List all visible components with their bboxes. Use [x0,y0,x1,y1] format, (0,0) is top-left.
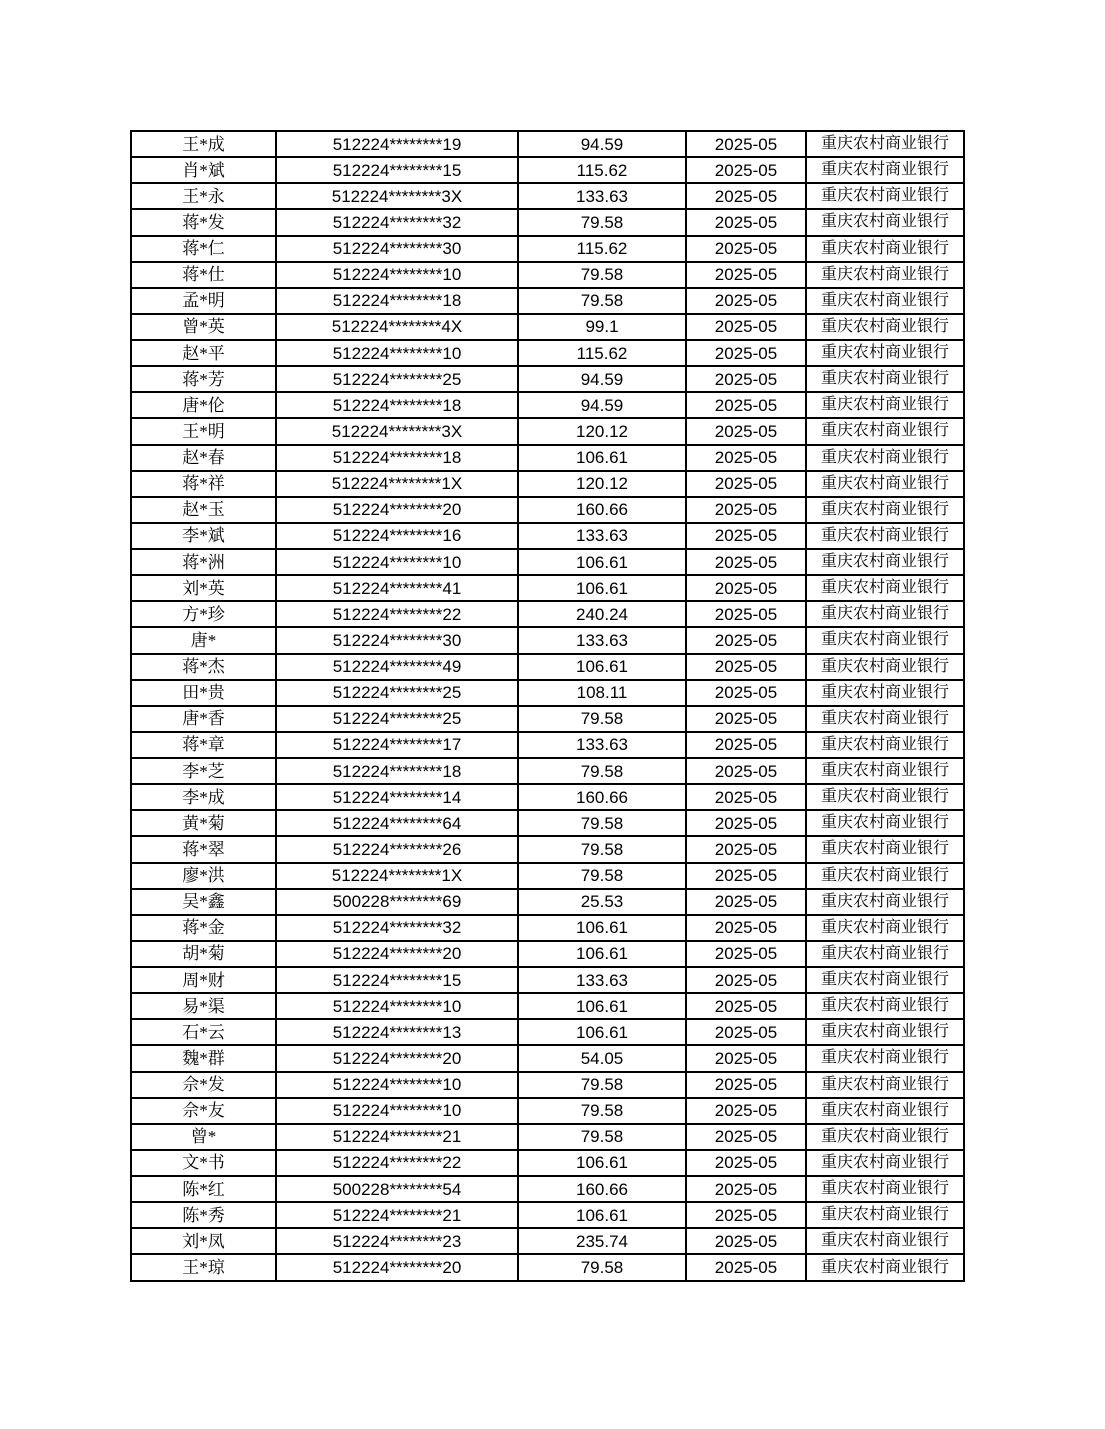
table-row [131,471,964,497]
cell-id-masked: 512224********15 [276,157,518,183]
cell-month: 2025-05 [686,627,806,653]
cell-id-masked: 512224********1X [276,471,518,497]
cell-bank-name: 重庆农村商业银行 [806,575,964,601]
cell-person-name: 蒋*翠 [131,836,276,862]
cell-month: 2025-05 [686,1072,806,1098]
cell-id-masked: 512224********64 [276,810,518,836]
cell-person-name: 唐* [131,627,276,653]
cell-person-name: 黄*菊 [131,810,276,836]
cell-amount: 79.58 [518,288,686,314]
table-row [131,601,964,627]
cell-bank-name: 重庆农村商业银行 [806,1124,964,1150]
cell-id-masked: 512224********21 [276,1124,518,1150]
cell-person-name: 蒋*仕 [131,262,276,288]
cell-month: 2025-05 [686,471,806,497]
cell-month: 2025-05 [686,836,806,862]
cell-id-masked: 512224********18 [276,392,518,418]
cell-bank-name: 重庆农村商业银行 [806,183,964,209]
cell-month: 2025-05 [686,575,806,601]
cell-id-masked: 512224********22 [276,1150,518,1176]
cell-person-name: 赵*春 [131,445,276,471]
cell-month: 2025-05 [686,157,806,183]
cell-bank-name: 重庆农村商业银行 [806,1072,964,1098]
cell-id-masked: 512224********15 [276,967,518,993]
cell-amount: 106.61 [518,549,686,575]
cell-person-name: 魏*群 [131,1045,276,1071]
cell-id-masked: 512224********16 [276,523,518,549]
cell-person-name: 曾* [131,1124,276,1150]
cell-bank-name: 重庆农村商业银行 [806,993,964,1019]
cell-id-masked: 512224********4X [276,314,518,340]
cell-month: 2025-05 [686,209,806,235]
cell-person-name: 蒋*祥 [131,471,276,497]
table-row [131,967,964,993]
cell-id-masked: 512224********21 [276,1202,518,1228]
cell-amount: 79.58 [518,1254,686,1281]
cell-person-name: 蒋*仁 [131,236,276,262]
cell-month: 2025-05 [686,445,806,471]
cell-month: 2025-05 [686,810,806,836]
table-row [131,575,964,601]
cell-person-name: 赵*平 [131,340,276,366]
cell-month: 2025-05 [686,732,806,758]
cell-bank-name: 重庆农村商业银行 [806,915,964,941]
cell-person-name: 李*斌 [131,523,276,549]
cell-month: 2025-05 [686,236,806,262]
cell-bank-name: 重庆农村商业银行 [806,392,964,418]
cell-amount: 25.53 [518,889,686,915]
cell-amount: 108.11 [518,680,686,706]
cell-month: 2025-05 [686,366,806,392]
cell-amount: 160.66 [518,497,686,523]
cell-id-masked: 512224********20 [276,1254,518,1281]
cell-id-masked: 512224********10 [276,262,518,288]
cell-amount: 106.61 [518,941,686,967]
cell-month: 2025-05 [686,1202,806,1228]
cell-amount: 106.61 [518,1019,686,1045]
cell-person-name: 唐*伦 [131,392,276,418]
cell-amount: 235.74 [518,1228,686,1254]
cell-person-name: 蒋*金 [131,915,276,941]
cell-person-name: 佘*友 [131,1098,276,1124]
cell-bank-name: 重庆农村商业银行 [806,366,964,392]
cell-id-masked: 512224********1X [276,863,518,889]
cell-bank-name: 重庆农村商业银行 [806,1254,964,1281]
cell-person-name: 刘*英 [131,575,276,601]
cell-month: 2025-05 [686,262,806,288]
table-row [131,1045,964,1071]
cell-id-masked: 512224********30 [276,236,518,262]
cell-month: 2025-05 [686,680,806,706]
cell-amount: 106.61 [518,445,686,471]
cell-person-name: 石*云 [131,1019,276,1045]
cell-person-name: 王*成 [131,131,276,157]
cell-bank-name: 重庆农村商业银行 [806,131,964,157]
table-row [131,1098,964,1124]
table-row [131,1228,964,1254]
cell-month: 2025-05 [686,758,806,784]
table-row [131,314,964,340]
cell-person-name: 唐*香 [131,706,276,732]
cell-amount: 79.58 [518,209,686,235]
cell-id-masked: 512224********26 [276,836,518,862]
table-row [131,732,964,758]
table-row [131,1202,964,1228]
cell-person-name: 孟*明 [131,288,276,314]
cell-person-name: 李*芝 [131,758,276,784]
cell-amount: 54.05 [518,1045,686,1071]
cell-bank-name: 重庆农村商业银行 [806,836,964,862]
cell-id-masked: 512224********10 [276,1098,518,1124]
table-row [131,1072,964,1098]
cell-id-masked: 512224********17 [276,732,518,758]
cell-bank-name: 重庆农村商业银行 [806,967,964,993]
table-row [131,1019,964,1045]
cell-person-name: 陈*秀 [131,1202,276,1228]
table-row [131,497,964,523]
table-row [131,549,964,575]
table-row [131,863,964,889]
table-row [131,810,964,836]
table-row [131,209,964,235]
cell-bank-name: 重庆农村商业银行 [806,680,964,706]
cell-bank-name: 重庆农村商业银行 [806,706,964,732]
cell-bank-name: 重庆农村商业银行 [806,1176,964,1202]
cell-id-masked: 512224********20 [276,497,518,523]
cell-amount: 106.61 [518,993,686,1019]
cell-amount: 115.62 [518,340,686,366]
table-row [131,288,964,314]
cell-person-name: 李*成 [131,784,276,810]
cell-month: 2025-05 [686,340,806,366]
cell-id-masked: 512224********25 [276,680,518,706]
cell-id-masked: 512224********18 [276,445,518,471]
table-row [131,758,964,784]
cell-month: 2025-05 [686,967,806,993]
cell-amount: 79.58 [518,262,686,288]
cell-bank-name: 重庆农村商业银行 [806,340,964,366]
cell-bank-name: 重庆农村商业银行 [806,262,964,288]
cell-person-name: 方*珍 [131,601,276,627]
cell-person-name: 刘*凤 [131,1228,276,1254]
cell-month: 2025-05 [686,1019,806,1045]
payment-table-body [131,131,964,1281]
cell-month: 2025-05 [686,863,806,889]
cell-amount: 99.1 [518,314,686,340]
cell-amount: 240.24 [518,601,686,627]
cell-month: 2025-05 [686,889,806,915]
cell-bank-name: 重庆农村商业银行 [806,784,964,810]
table-row [131,392,964,418]
cell-month: 2025-05 [686,706,806,732]
payment-table [130,130,965,1282]
cell-bank-name: 重庆农村商业银行 [806,549,964,575]
table-row [131,445,964,471]
cell-person-name: 陈*红 [131,1176,276,1202]
cell-bank-name: 重庆农村商业银行 [806,209,964,235]
cell-person-name: 田*贵 [131,680,276,706]
cell-id-masked: 512224********10 [276,993,518,1019]
cell-bank-name: 重庆农村商业银行 [806,445,964,471]
table-row [131,627,964,653]
cell-bank-name: 重庆农村商业银行 [806,157,964,183]
cell-bank-name: 重庆农村商业银行 [806,314,964,340]
cell-month: 2025-05 [686,1124,806,1150]
cell-amount: 79.58 [518,1098,686,1124]
table-row [131,941,964,967]
cell-amount: 94.59 [518,392,686,418]
cell-month: 2025-05 [686,993,806,1019]
cell-bank-name: 重庆农村商业银行 [806,810,964,836]
cell-month: 2025-05 [686,523,806,549]
cell-month: 2025-05 [686,1254,806,1281]
cell-month: 2025-05 [686,941,806,967]
table-row [131,131,964,157]
table-row [131,993,964,1019]
cell-bank-name: 重庆农村商业银行 [806,288,964,314]
cell-amount: 115.62 [518,236,686,262]
cell-amount: 133.63 [518,732,686,758]
cell-bank-name: 重庆农村商业银行 [806,471,964,497]
cell-person-name: 胡*菊 [131,941,276,967]
cell-id-masked: 512224********30 [276,627,518,653]
cell-bank-name: 重庆农村商业银行 [806,941,964,967]
cell-amount: 106.61 [518,1202,686,1228]
cell-id-masked: 512224********20 [276,941,518,967]
cell-amount: 133.63 [518,523,686,549]
cell-id-masked: 500228********54 [276,1176,518,1202]
cell-bank-name: 重庆农村商业银行 [806,1098,964,1124]
cell-month: 2025-05 [686,288,806,314]
cell-bank-name: 重庆农村商业银行 [806,1202,964,1228]
cell-id-masked: 512224********10 [276,340,518,366]
cell-amount: 133.63 [518,183,686,209]
cell-id-masked: 512224********14 [276,784,518,810]
cell-person-name: 王*永 [131,183,276,209]
cell-id-masked: 512224********18 [276,758,518,784]
table-row [131,1150,964,1176]
cell-amount: 120.12 [518,418,686,444]
cell-bank-name: 重庆农村商业银行 [806,863,964,889]
cell-month: 2025-05 [686,601,806,627]
cell-person-name: 王*琼 [131,1254,276,1281]
cell-amount: 160.66 [518,1176,686,1202]
table-row [131,1176,964,1202]
table-row [131,157,964,183]
cell-bank-name: 重庆农村商业银行 [806,627,964,653]
cell-person-name: 蒋*发 [131,209,276,235]
cell-bank-name: 重庆农村商业银行 [806,1228,964,1254]
table-row [131,915,964,941]
cell-amount: 94.59 [518,131,686,157]
cell-month: 2025-05 [686,1228,806,1254]
cell-person-name: 蒋*杰 [131,654,276,680]
cell-id-masked: 512224********41 [276,575,518,601]
cell-person-name: 佘*发 [131,1072,276,1098]
cell-id-masked: 512224********19 [276,131,518,157]
cell-person-name: 易*渠 [131,993,276,1019]
cell-amount: 79.58 [518,836,686,862]
table-row [131,654,964,680]
cell-month: 2025-05 [686,784,806,810]
table-row [131,418,964,444]
cell-id-masked: 512224********13 [276,1019,518,1045]
cell-month: 2025-05 [686,1045,806,1071]
cell-amount: 79.58 [518,706,686,732]
cell-person-name: 蒋*芳 [131,366,276,392]
cell-amount: 79.58 [518,1072,686,1098]
cell-bank-name: 重庆农村商业银行 [806,889,964,915]
cell-bank-name: 重庆农村商业银行 [806,497,964,523]
cell-person-name: 蒋*章 [131,732,276,758]
cell-person-name: 廖*洪 [131,863,276,889]
cell-amount: 79.58 [518,1124,686,1150]
cell-bank-name: 重庆农村商业银行 [806,1045,964,1071]
cell-month: 2025-05 [686,549,806,575]
cell-id-masked: 512224********10 [276,1072,518,1098]
cell-person-name: 曾*英 [131,314,276,340]
cell-amount: 79.58 [518,758,686,784]
cell-month: 2025-05 [686,418,806,444]
cell-bank-name: 重庆农村商业银行 [806,523,964,549]
table-row [131,262,964,288]
cell-person-name: 肖*斌 [131,157,276,183]
cell-amount: 94.59 [518,366,686,392]
cell-month: 2025-05 [686,915,806,941]
table-row [131,784,964,810]
cell-person-name: 蒋*洲 [131,549,276,575]
table-row [131,183,964,209]
table-row [131,523,964,549]
cell-month: 2025-05 [686,1176,806,1202]
cell-id-masked: 512224********18 [276,288,518,314]
table-row [131,1254,964,1281]
cell-month: 2025-05 [686,131,806,157]
cell-amount: 79.58 [518,863,686,889]
cell-month: 2025-05 [686,654,806,680]
cell-amount: 106.61 [518,1150,686,1176]
cell-month: 2025-05 [686,1098,806,1124]
cell-person-name: 王*明 [131,418,276,444]
cell-id-masked: 512224********25 [276,366,518,392]
cell-id-masked: 512224********3X [276,183,518,209]
cell-bank-name: 重庆农村商业银行 [806,758,964,784]
cell-month: 2025-05 [686,1150,806,1176]
cell-id-masked: 512224********25 [276,706,518,732]
cell-person-name: 文*书 [131,1150,276,1176]
cell-bank-name: 重庆农村商业银行 [806,418,964,444]
cell-month: 2025-05 [686,314,806,340]
cell-bank-name: 重庆农村商业银行 [806,1019,964,1045]
table-row [131,889,964,915]
table-row [131,680,964,706]
cell-bank-name: 重庆农村商业银行 [806,1150,964,1176]
cell-id-masked: 500228********69 [276,889,518,915]
cell-id-masked: 512224********23 [276,1228,518,1254]
cell-bank-name: 重庆农村商业银行 [806,236,964,262]
cell-month: 2025-05 [686,392,806,418]
cell-amount: 106.61 [518,575,686,601]
cell-id-masked: 512224********3X [276,418,518,444]
table-row [131,366,964,392]
cell-amount: 79.58 [518,810,686,836]
cell-amount: 120.12 [518,471,686,497]
table-row [131,236,964,262]
cell-amount: 115.62 [518,157,686,183]
cell-bank-name: 重庆农村商业银行 [806,601,964,627]
table-row [131,706,964,732]
cell-id-masked: 512224********49 [276,654,518,680]
cell-id-masked: 512224********32 [276,209,518,235]
cell-id-masked: 512224********10 [276,549,518,575]
cell-month: 2025-05 [686,497,806,523]
cell-amount: 106.61 [518,915,686,941]
cell-id-masked: 512224********22 [276,601,518,627]
cell-id-masked: 512224********32 [276,915,518,941]
table-row [131,340,964,366]
cell-person-name: 吴*鑫 [131,889,276,915]
cell-month: 2025-05 [686,183,806,209]
cell-bank-name: 重庆农村商业银行 [806,654,964,680]
cell-person-name: 周*财 [131,967,276,993]
cell-amount: 160.66 [518,784,686,810]
table-row [131,836,964,862]
table-row [131,1124,964,1150]
cell-bank-name: 重庆农村商业银行 [806,732,964,758]
cell-amount: 106.61 [518,654,686,680]
cell-person-name: 赵*玉 [131,497,276,523]
cell-amount: 133.63 [518,627,686,653]
cell-id-masked: 512224********20 [276,1045,518,1071]
cell-amount: 133.63 [518,967,686,993]
